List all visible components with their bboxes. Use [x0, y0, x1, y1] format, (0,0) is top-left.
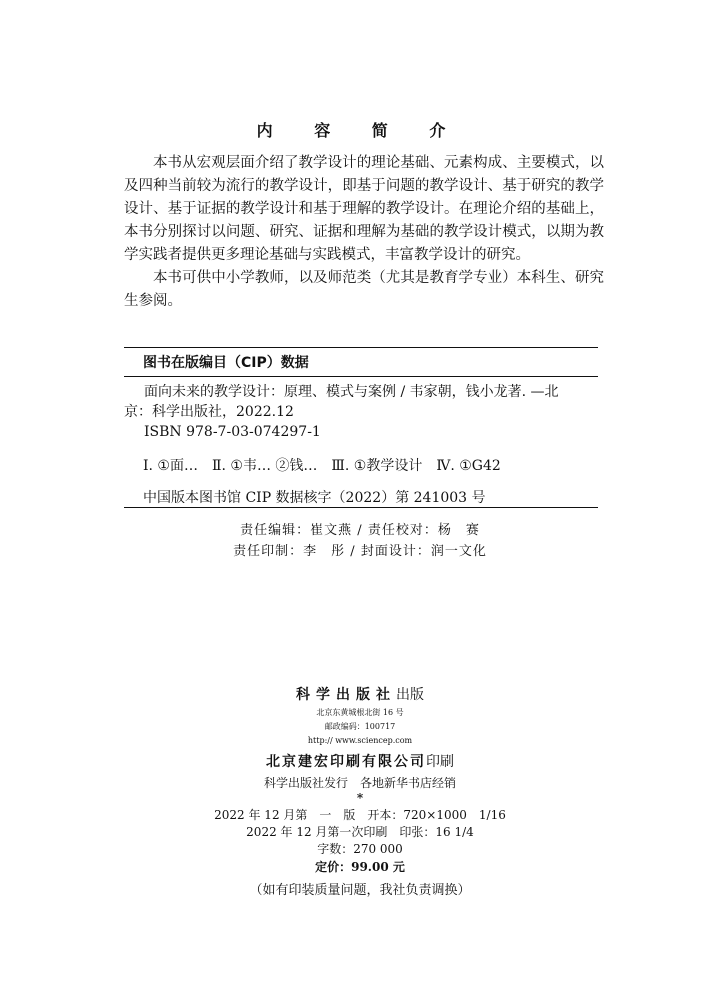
credits	[0, 520, 720, 562]
cip-entry	[124, 382, 602, 442]
cip-top-rule	[124, 347, 598, 348]
printer-suffix: 印刷	[426, 754, 454, 770]
publisher-postcode: 邮政编码：100717	[324, 722, 396, 731]
cip-record-number: 中国版本图书馆 CIP 数据核字（2022）第 241003 号	[143, 490, 486, 506]
publisher-suffix: 出版	[396, 687, 424, 703]
quality-notice: （如有印装质量问题，我社负责调换）	[249, 883, 471, 898]
price: 定价：99.00 元	[315, 860, 405, 874]
credits-line: 责任印制：李 彤 / 封面设计：润一文化	[233, 544, 487, 559]
publisher-url: http:// www.sciencep.com	[307, 736, 413, 745]
intro-text	[124, 152, 604, 313]
cip-entry-line: 面向未来的教学设计：原理、模式与案例 / 韦家朝，钱小龙著. —北	[144, 384, 559, 400]
printer-name: 北京建宏印刷有限公司	[266, 754, 426, 770]
separator-star: *	[356, 791, 364, 805]
printing-line: 2022 年 12 月第一次印刷 印张：16 1/4	[246, 825, 474, 839]
publisher-logo-text: 科学出版社	[296, 687, 396, 703]
credits-line: 责任编辑：崔文燕 / 责任校对：杨 赛	[240, 523, 480, 538]
intro-paragraph: 本书从宏观层面介绍了教学设计的理论基础、元素构成、主要模式，以及四种当前较为流行的教学设计，即基于问题的教学设计、基于研究的教学设计、基于证据的教学设计和基于理解的教学设计。在理论介绍的基础上，本书分别探讨以问题、研究、证据和理解为基础的教学设计模式，以期为教学实践者提供更多理论基础与实践模式，丰富教学设计的研究。	[124, 155, 604, 263]
intro-paragraph: 本书可供中小学教师，以及师范类（尤其是教育学专业）本科生、研究生参阅。	[124, 270, 604, 309]
isbn: ISBN 978-7-03-074297-1	[144, 424, 321, 440]
intro-title: 内 容 简 介	[256, 121, 464, 140]
cip-bottom-rule	[124, 507, 598, 508]
publisher-name	[0, 684, 720, 704]
cip-heading-rule	[124, 376, 598, 377]
cip-heading: 图书在版编目（CIP）数据	[143, 355, 309, 371]
publisher-address: 北京东黄城根北街 16 号	[316, 708, 404, 717]
distribution: 科学出版社发行 各地新华书店经销	[263, 776, 456, 790]
cip-entry-line: 京：科学出版社，2022.12	[124, 404, 294, 420]
cip-classification: Ⅰ. ①面… Ⅱ. ①韦… ②钱… Ⅲ. ①教学设计 Ⅳ. ①G42	[143, 458, 501, 474]
edition-line: 2022 年 12 月第 一 版 开本：720×1000 1/16	[214, 808, 506, 822]
word-count: 字数：270 000	[317, 842, 403, 856]
printer	[0, 751, 720, 771]
